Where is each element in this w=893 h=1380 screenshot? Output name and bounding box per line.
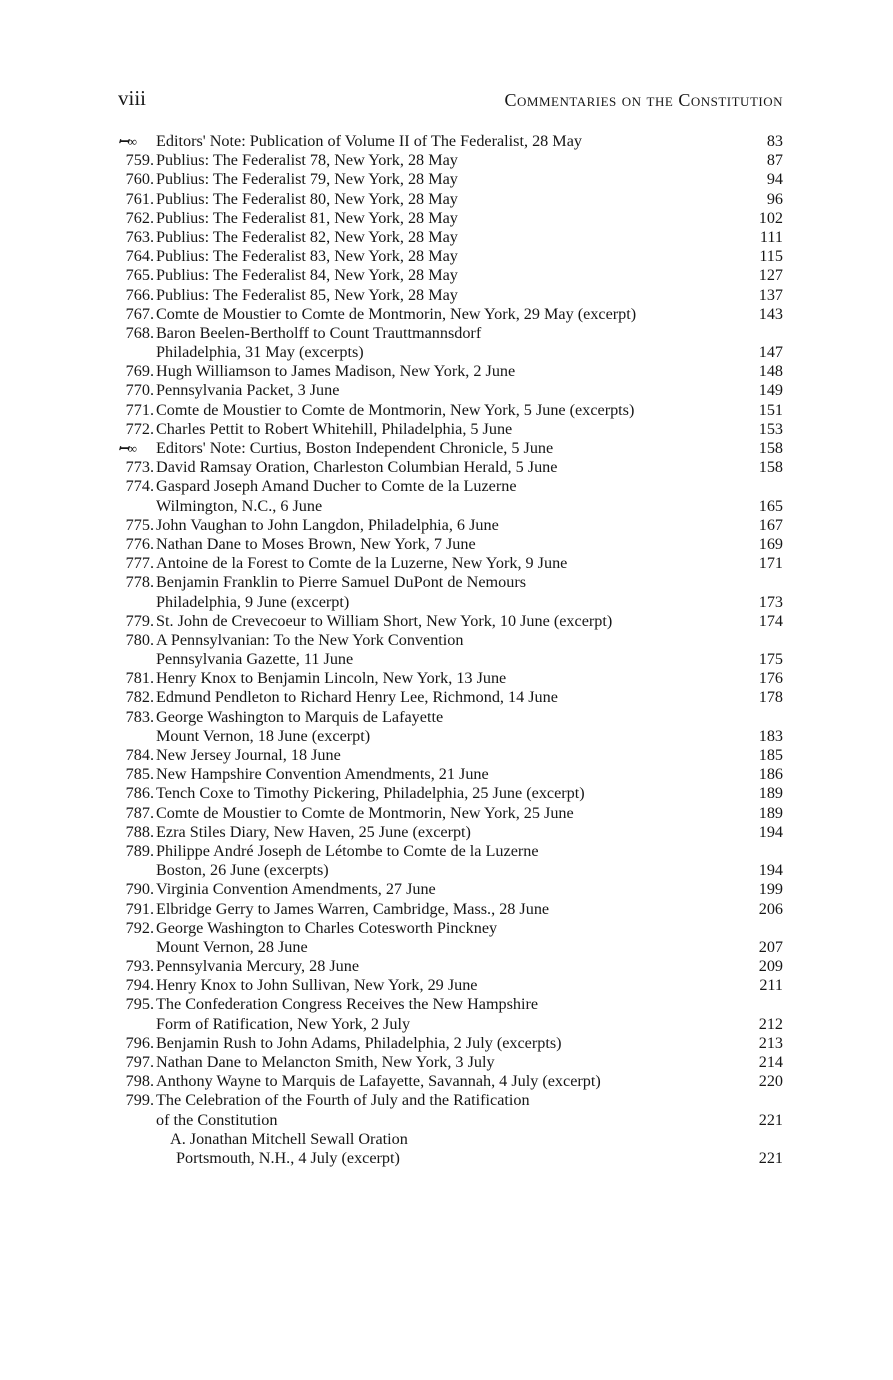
toc-entry-line (118, 957, 783, 976)
page-number: 178 (758, 688, 783, 707)
entry-title: George Washington to Marquis de Lafayette (156, 707, 444, 726)
entry-number: 760. (125, 170, 154, 189)
entry-number: 771. (125, 400, 154, 419)
entry-number: 793. (125, 957, 154, 976)
entry-number: 789. (125, 841, 154, 860)
entry-number: 779. (125, 611, 154, 630)
entry-title: Antoine de la Forest to Comte de la Luzerne, New York, 9 June (156, 554, 568, 573)
entry-title: Mount Vernon, 28 June (156, 937, 308, 956)
toc-entry (118, 919, 783, 957)
entry-number: 769. (125, 362, 154, 381)
entry-title: Pennsylvania Mercury, 28 June (156, 957, 360, 976)
toc-entry-line (118, 324, 783, 343)
toc-entry (118, 247, 783, 266)
entry-number: 788. (125, 822, 154, 841)
toc-entry-line (118, 976, 783, 995)
page-number: 211 (759, 976, 783, 995)
toc-entry (118, 957, 783, 976)
entry-number: 795. (125, 995, 154, 1014)
page-number: 102 (758, 208, 783, 227)
entry-number: 777. (125, 554, 154, 573)
entry-title: Benjamin Rush to John Adams, Philadelphia, 2 July (excerpts) (156, 1033, 562, 1052)
toc-entry-line (118, 784, 783, 803)
toc-entry-line (118, 995, 783, 1014)
toc-entry (118, 1072, 783, 1091)
toc-entry (118, 266, 783, 285)
page-number: 87 (766, 151, 783, 170)
toc-entry (118, 842, 783, 880)
entry-title: Publius: The Federalist 80, New York, 28 May (156, 189, 458, 208)
entry-title: Comte de Moustier to Comte de Montmorin, New York, 25 June (156, 803, 574, 822)
page-number: 189 (758, 784, 783, 803)
entry-title: Form of Ratification, New York, 2 July (156, 1014, 411, 1033)
editors-note-marker-icon: ꟷ∞ (118, 134, 136, 149)
entry-title: Baron Beelen-Bertholff to Count Trauttmannsdorf (156, 323, 482, 342)
toc-entry-line (118, 1072, 783, 1091)
toc-entry (118, 151, 783, 170)
entry-title: New Hampshire Convention Amendments, 21 June (156, 765, 489, 784)
entry-title: Edmund Pendleton to Richard Henry Lee, Richmond, 14 June (156, 688, 558, 707)
entry-title: John Vaughan to John Langdon, Philadelphia, 6 June (156, 515, 499, 534)
toc-entry-line (118, 938, 783, 957)
toc-entry (118, 669, 783, 688)
page-number: 212 (758, 1014, 783, 1033)
toc-entry-line (118, 593, 783, 612)
toc-entry-line (118, 362, 783, 381)
toc-entry (118, 228, 783, 247)
entry-number: 791. (125, 899, 154, 918)
toc-entry (118, 190, 783, 209)
toc-entry-line (118, 190, 783, 209)
entry-title: Editors' Note: Publication of Volume II of The Federalist, 28 May (156, 132, 582, 150)
toc-entry (118, 401, 783, 420)
toc-entry (118, 688, 783, 707)
entry-title: Editors' Note: Curtius, Boston Independent Chronicle, 5 June (156, 439, 554, 457)
entry-title: Pennsylvania Gazette, 11 June (156, 650, 354, 669)
toc-entry-line (118, 247, 783, 266)
page-header (118, 86, 783, 114)
page-number: 173 (758, 592, 783, 611)
toc-entry-line (118, 132, 783, 151)
toc-entry-line (118, 381, 783, 400)
toc-entry-line (118, 401, 783, 420)
page-number: 96 (766, 189, 783, 208)
toc-entry (118, 900, 783, 919)
toc-entry-line (118, 535, 783, 554)
entry-number: 794. (125, 976, 154, 995)
entry-title: The Confederation Congress Receives the New Hampshire (156, 995, 539, 1014)
toc-entry (118, 535, 783, 554)
page-number: 175 (758, 650, 783, 669)
toc-entry-line (118, 900, 783, 919)
editors-note-marker-icon: ꟷ∞ (118, 441, 136, 456)
page-number: 174 (758, 611, 783, 630)
entry-number: 782. (125, 688, 154, 707)
entry-title: Virginia Convention Amendments, 27 June (156, 880, 436, 899)
entry-title: Portsmouth, N.H., 4 July (excerpt) (176, 1148, 400, 1167)
toc-entry-line (118, 151, 783, 170)
toc-entry (118, 631, 783, 669)
entry-title: Mount Vernon, 18 June (excerpt) (156, 726, 371, 745)
entry-number: 766. (125, 285, 154, 304)
entry-title: St. John de Crevecoeur to William Short, New York, 10 June (excerpt) (156, 611, 613, 630)
page-number: 186 (758, 765, 783, 784)
toc-entry-line (118, 228, 783, 247)
page-number: 189 (758, 803, 783, 822)
page-number: 165 (758, 496, 783, 515)
toc-entry-line (118, 842, 783, 861)
toc-entry-line (118, 516, 783, 535)
page-number: 199 (758, 880, 783, 899)
toc-entry-line (118, 823, 783, 842)
page-number: 209 (758, 957, 783, 976)
toc-entry (118, 784, 783, 803)
entry-number: 798. (125, 1072, 154, 1091)
toc-entry (118, 1091, 783, 1129)
toc-entry (118, 458, 783, 477)
entry-title: A Pennsylvanian: To the New York Convention (156, 630, 464, 649)
page-number: 176 (758, 669, 783, 688)
page-number: 83 (766, 132, 783, 150)
entry-title: Comte de Moustier to Comte de Montmorin, New York, 29 May (excerpt) (156, 304, 637, 323)
entry-title: David Ramsay Oration, Charleston Columbian Herald, 5 June (156, 458, 558, 477)
entry-title: Publius: The Federalist 83, New York, 28 May (156, 247, 458, 266)
toc-entry-line (118, 343, 783, 362)
entry-number: 783. (125, 707, 154, 726)
entry-title: The Celebration of the Fourth of July and the Ratification (156, 1091, 530, 1110)
toc-entry (118, 804, 783, 823)
toc-entry-line (118, 612, 783, 631)
toc-entry (118, 573, 783, 611)
entry-number: 784. (125, 746, 154, 764)
toc-entry (118, 708, 783, 746)
entry-title: Gaspard Joseph Amand Ducher to Comte de la Luzerne (156, 477, 517, 496)
toc-entry (118, 765, 783, 784)
page-number: 111 (759, 227, 783, 246)
toc-entry (118, 746, 783, 765)
entry-title: Boston, 26 June (excerpts) (156, 861, 329, 880)
toc-entry (118, 381, 783, 400)
toc-entry (118, 477, 783, 515)
entry-title: Publius: The Federalist 84, New York, 28 May (156, 266, 458, 285)
entry-number: 770. (125, 381, 154, 400)
entry-title: Tench Coxe to Timothy Pickering, Philadelphia, 25 June (excerpt) (156, 784, 585, 803)
toc-entry-line (118, 554, 783, 573)
entry-number: 773. (125, 458, 154, 477)
entry-title: Charles Pettit to Robert Whitehill, Philadelphia, 5 June (156, 419, 513, 438)
entry-title: Hugh Williamson to James Madison, New York, 2 June (156, 362, 516, 381)
page-number: 207 (758, 937, 783, 956)
toc-entry (118, 995, 783, 1033)
entry-title: Publius: The Federalist 85, New York, 28 May (156, 285, 458, 304)
page-number: 153 (758, 419, 783, 438)
entry-number: 765. (125, 266, 154, 285)
entry-number: 767. (125, 304, 154, 323)
entry-title: Nathan Dane to Melancton Smith, New York, 3 July (156, 1053, 495, 1071)
toc-entry-line (118, 266, 783, 285)
toc-entry-line (118, 573, 783, 592)
toc-entry-line (118, 477, 783, 496)
toc-entry-line (118, 1053, 783, 1072)
toc-entry (118, 1053, 783, 1072)
page-number: 143 (758, 304, 783, 323)
toc-entry-line (118, 650, 783, 669)
entry-number: 761. (125, 189, 154, 208)
entry-title: Philippe André Joseph de Létombe to Comte de la Luzerne (156, 841, 539, 860)
toc-entry-line (118, 880, 783, 899)
toc-entry (118, 209, 783, 228)
entry-title: Henry Knox to John Sullivan, New York, 29 June (156, 976, 478, 995)
page-number: 214 (758, 1053, 783, 1071)
toc-entry-line (118, 439, 783, 458)
toc-entry-line (118, 746, 783, 765)
page-number: 183 (758, 726, 783, 745)
toc-entry-line (118, 765, 783, 784)
toc-entry-line (118, 919, 783, 938)
toc-entry-line (118, 209, 783, 228)
toc-entry-line (118, 727, 783, 746)
page-number: 220 (758, 1072, 783, 1091)
page-number: 149 (758, 381, 783, 400)
toc-entry (118, 976, 783, 995)
page-number: 169 (758, 534, 783, 553)
entry-title: A. Jonathan Mitchell Sewall Oration (170, 1129, 408, 1148)
toc-entry-line (118, 708, 783, 727)
toc-entry (118, 1034, 783, 1053)
entry-number: 796. (125, 1033, 154, 1052)
page-number: 115 (759, 247, 783, 266)
toc-entry-line (118, 305, 783, 324)
toc-entry (118, 132, 783, 151)
entry-title: Philadelphia, 31 May (excerpts) (156, 343, 364, 362)
toc-entry (118, 305, 783, 324)
entry-title: Henry Knox to Benjamin Lincoln, New York, 13 June (156, 669, 507, 688)
page-number: 221 (758, 1110, 783, 1129)
toc-entry-line (118, 1015, 783, 1034)
page-number: 167 (758, 515, 783, 534)
toc-entry-line (118, 458, 783, 477)
toc-entry-line (118, 420, 783, 439)
toc-entry (118, 324, 783, 362)
table-of-contents (118, 132, 783, 1168)
entry-number: 764. (125, 247, 154, 266)
page-number: 171 (758, 554, 783, 573)
toc-entry (118, 1130, 783, 1168)
page-number: 194 (758, 861, 783, 880)
entry-title: Nathan Dane to Moses Brown, New York, 7 June (156, 534, 476, 553)
entry-title: Ezra Stiles Diary, New Haven, 25 June (excerpt) (156, 822, 471, 841)
page-number: 151 (758, 400, 783, 419)
entry-number: 786. (125, 784, 154, 803)
page-number: 147 (758, 343, 783, 362)
page-number: 148 (758, 362, 783, 381)
entry-number: 763. (125, 227, 154, 246)
entry-number: 772. (125, 419, 154, 438)
entry-title: Comte de Moustier to Comte de Montmorin, New York, 5 June (excerpts) (156, 400, 635, 419)
entry-number: 781. (125, 669, 154, 688)
page-number: 213 (758, 1033, 783, 1052)
folio-number: viii (118, 86, 147, 110)
page-number: 185 (758, 746, 783, 764)
page-number: 158 (758, 458, 783, 477)
entry-number: 762. (125, 208, 154, 227)
entry-title: New Jersey Journal, 18 June (156, 746, 341, 764)
toc-entry (118, 362, 783, 381)
entry-number: 780. (125, 630, 154, 649)
entry-title: Publius: The Federalist 82, New York, 28 May (156, 227, 458, 246)
entry-number: 776. (125, 534, 154, 553)
page-number: 137 (758, 285, 783, 304)
toc-entry (118, 823, 783, 842)
entry-number: 785. (125, 765, 154, 784)
toc-entry-line (118, 1034, 783, 1053)
entry-title: George Washington to Charles Cotesworth Pinckney (156, 918, 498, 937)
page-number: 94 (766, 170, 783, 189)
toc-entry-line (118, 170, 783, 189)
running-title: Commentaries on the Constitution (504, 90, 783, 110)
entry-number: 759. (125, 151, 154, 170)
toc-entry-line (118, 804, 783, 823)
toc-entry (118, 170, 783, 189)
toc-entry-line (118, 1149, 783, 1168)
toc-entry-line (118, 1111, 783, 1130)
entry-number: 775. (125, 515, 154, 534)
toc-entry-line (118, 286, 783, 305)
entry-number: 778. (125, 573, 154, 592)
toc-entry (118, 286, 783, 305)
entry-title: Benjamin Franklin to Pierre Samuel DuPont de Nemours (156, 573, 527, 592)
entry-title: of the Constitution (156, 1110, 278, 1129)
toc-entry-line (118, 497, 783, 516)
entry-number: 799. (125, 1091, 154, 1110)
toc-entry (118, 420, 783, 439)
entry-title: Philadelphia, 9 June (excerpt) (156, 592, 350, 611)
toc-entry (118, 880, 783, 899)
toc-entry (118, 439, 783, 458)
entry-number: 774. (125, 477, 154, 496)
entry-number: 790. (125, 880, 154, 899)
toc-entry (118, 516, 783, 535)
entry-title: Publius: The Federalist 79, New York, 28 May (156, 170, 458, 189)
page-number: 194 (758, 822, 783, 841)
entry-title: Wilmington, N.C., 6 June (156, 496, 323, 515)
entry-title: Pennsylvania Packet, 3 June (156, 381, 340, 400)
entry-number: 768. (125, 323, 154, 342)
toc-entry-line (118, 688, 783, 707)
page-number: 221 (758, 1148, 783, 1167)
page-number: 206 (758, 899, 783, 918)
entry-title: Publius: The Federalist 81, New York, 28 May (156, 208, 458, 227)
entry-title: Elbridge Gerry to James Warren, Cambridge, Mass., 28 June (156, 899, 550, 918)
page-number: 158 (758, 439, 783, 457)
toc-entry (118, 554, 783, 573)
toc-entry-line (118, 861, 783, 880)
entry-number: 792. (125, 918, 154, 937)
toc-entry-line (118, 1091, 783, 1110)
entry-title: Publius: The Federalist 78, New York, 28 May (156, 151, 458, 170)
entry-number: 797. (125, 1053, 154, 1071)
toc-entry-line (118, 669, 783, 688)
entry-title: Anthony Wayne to Marquis de Lafayette, Savannah, 4 July (excerpt) (156, 1072, 601, 1091)
toc-entry-line (118, 1130, 783, 1149)
toc-entry-line (118, 631, 783, 650)
toc-entry (118, 612, 783, 631)
entry-number: 787. (125, 803, 154, 822)
page-number: 127 (758, 266, 783, 285)
